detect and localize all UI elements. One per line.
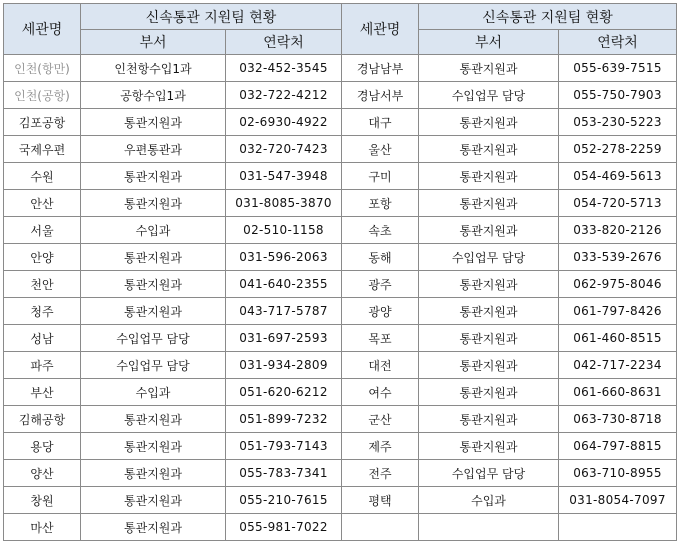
office-cell: 구미 — [342, 163, 419, 190]
dept-cell: 우편통관과 — [81, 136, 226, 163]
office-cell: 안양 — [4, 244, 81, 271]
contact-cell: 031-697-2593 — [226, 325, 342, 352]
contact-cell: 063-730-8718 — [559, 406, 677, 433]
dept-cell: 통관지원과 — [81, 298, 226, 325]
table-row — [4, 433, 677, 460]
office-cell: 성남 — [4, 325, 81, 352]
dept-cell: 통관지원과 — [419, 352, 559, 379]
table-row — [4, 190, 677, 217]
contact-cell: 02-510-1158 — [226, 217, 342, 244]
table-row — [4, 109, 677, 136]
dept-cell: 수입업무 담당 — [419, 244, 559, 271]
dept-cell: 수입과 — [81, 217, 226, 244]
contact-cell: 032-722-4212 — [226, 82, 342, 109]
header-dept-left: 부서 — [81, 30, 226, 55]
office-cell: 전주 — [342, 460, 419, 487]
contact-cell: 055-783-7341 — [226, 460, 342, 487]
contact-cell: 055-210-7615 — [226, 487, 342, 514]
contact-cell: 033-820-2126 — [559, 217, 677, 244]
contact-cell: 043-717-5787 — [226, 298, 342, 325]
office-cell: 파주 — [4, 352, 81, 379]
dept-cell: 통관지원과 — [81, 460, 226, 487]
table-row — [4, 136, 677, 163]
dept-cell: 통관지원과 — [419, 298, 559, 325]
office-cell: 포항 — [342, 190, 419, 217]
office-cell: 광양 — [342, 298, 419, 325]
office-cell: 창원 — [4, 487, 81, 514]
table-row — [4, 217, 677, 244]
table-body — [4, 55, 677, 541]
dept-cell: 통관지원과 — [419, 109, 559, 136]
contact-cell: 031-8085-3870 — [226, 190, 342, 217]
table-row — [4, 487, 677, 514]
office-cell: 마산 — [4, 514, 81, 541]
table-row — [4, 82, 677, 109]
dept-cell: 통관지원과 — [81, 271, 226, 298]
office-cell: 김포공항 — [4, 109, 81, 136]
dept-cell — [419, 514, 559, 541]
header-contact-left: 연락처 — [226, 30, 342, 55]
office-cell: 청주 — [4, 298, 81, 325]
table-row — [4, 379, 677, 406]
dept-cell: 통관지원과 — [81, 514, 226, 541]
office-cell: 제주 — [342, 433, 419, 460]
office-cell: 경남서부 — [342, 82, 419, 109]
contact-cell: 055-750-7903 — [559, 82, 677, 109]
office-cell: 서울 — [4, 217, 81, 244]
dept-cell: 통관지원과 — [419, 217, 559, 244]
office-cell: 동해 — [342, 244, 419, 271]
contact-cell: 031-934-2809 — [226, 352, 342, 379]
office-cell: 용당 — [4, 433, 81, 460]
contact-cell: 051-899-7232 — [226, 406, 342, 433]
dept-cell: 통관지원과 — [81, 190, 226, 217]
office-cell: 군산 — [342, 406, 419, 433]
table-row — [4, 271, 677, 298]
contact-cell: 031-596-2063 — [226, 244, 342, 271]
header-team-right: 신속통관 지원팀 현황 — [419, 4, 677, 30]
table-row — [4, 325, 677, 352]
office-cell — [342, 514, 419, 541]
dept-cell: 통관지원과 — [419, 136, 559, 163]
office-cell: 김해공항 — [4, 406, 81, 433]
contact-cell: 061-460-8515 — [559, 325, 677, 352]
contact-cell: 032-452-3545 — [226, 55, 342, 82]
office-cell: 안산 — [4, 190, 81, 217]
office-cell: 대구 — [342, 109, 419, 136]
table-row — [4, 163, 677, 190]
office-cell: 천안 — [4, 271, 81, 298]
office-cell: 양산 — [4, 460, 81, 487]
contact-cell: 02-6930-4922 — [226, 109, 342, 136]
dept-cell: 통관지원과 — [419, 406, 559, 433]
dept-cell: 통관지원과 — [419, 271, 559, 298]
office-cell: 인천(항만) — [4, 55, 81, 82]
contact-cell: 055-981-7022 — [226, 514, 342, 541]
dept-cell: 수입업무 담당 — [81, 325, 226, 352]
header-office-right: 세관명 — [342, 4, 419, 55]
dept-cell: 통관지원과 — [81, 109, 226, 136]
office-cell: 여수 — [342, 379, 419, 406]
contact-cell: 064-797-8815 — [559, 433, 677, 460]
contact-cell: 041-640-2355 — [226, 271, 342, 298]
dept-cell: 수입과 — [419, 487, 559, 514]
dept-cell: 통관지원과 — [419, 163, 559, 190]
header-team-left: 신속통관 지원팀 현황 — [81, 4, 342, 30]
table-row — [4, 55, 677, 82]
contact-cell: 052-278-2259 — [559, 136, 677, 163]
table-row — [4, 406, 677, 433]
dept-cell: 통관지원과 — [81, 487, 226, 514]
contact-cell: 031-547-3948 — [226, 163, 342, 190]
header-contact-right: 연락처 — [559, 30, 677, 55]
dept-cell: 통관지원과 — [419, 325, 559, 352]
table-row — [4, 298, 677, 325]
table-row — [4, 514, 677, 541]
dept-cell: 통관지원과 — [419, 379, 559, 406]
contact-cell: 054-720-5713 — [559, 190, 677, 217]
office-cell: 인천(공항) — [4, 82, 81, 109]
office-cell: 대전 — [342, 352, 419, 379]
dept-cell: 수입업무 담당 — [419, 460, 559, 487]
dept-cell: 통관지원과 — [419, 55, 559, 82]
dept-cell: 인천항수입1과 — [81, 55, 226, 82]
contact-cell: 063-710-8955 — [559, 460, 677, 487]
office-cell: 울산 — [342, 136, 419, 163]
contact-cell: 061-660-8631 — [559, 379, 677, 406]
dept-cell: 수입업무 담당 — [419, 82, 559, 109]
contact-cell: 051-793-7143 — [226, 433, 342, 460]
contact-cell: 054-469-5613 — [559, 163, 677, 190]
dept-cell: 통관지원과 — [81, 406, 226, 433]
dept-cell: 수입업무 담당 — [81, 352, 226, 379]
contact-cell: 062-975-8046 — [559, 271, 677, 298]
dept-cell: 통관지원과 — [81, 244, 226, 271]
contact-cell: 032-720-7423 — [226, 136, 342, 163]
customs-support-table — [3, 3, 677, 541]
office-cell: 평택 — [342, 487, 419, 514]
header-dept-right: 부서 — [419, 30, 559, 55]
contact-cell: 051-620-6212 — [226, 379, 342, 406]
office-cell: 부산 — [4, 379, 81, 406]
header-office-left: 세관명 — [4, 4, 81, 55]
table-row — [4, 352, 677, 379]
dept-cell: 공항수입1과 — [81, 82, 226, 109]
contact-cell: 055-639-7515 — [559, 55, 677, 82]
contact-cell: 061-797-8426 — [559, 298, 677, 325]
dept-cell: 통관지원과 — [419, 433, 559, 460]
office-cell: 광주 — [342, 271, 419, 298]
contact-cell: 042-717-2234 — [559, 352, 677, 379]
dept-cell: 수입과 — [81, 379, 226, 406]
office-cell: 목포 — [342, 325, 419, 352]
office-cell: 수원 — [4, 163, 81, 190]
table-row — [4, 460, 677, 487]
dept-cell: 통관지원과 — [81, 163, 226, 190]
office-cell: 국제우편 — [4, 136, 81, 163]
contact-cell: 053-230-5223 — [559, 109, 677, 136]
contact-cell: 033-539-2676 — [559, 244, 677, 271]
contact-cell: 031-8054-7097 — [559, 487, 677, 514]
dept-cell: 통관지원과 — [419, 190, 559, 217]
dept-cell: 통관지원과 — [81, 433, 226, 460]
office-cell: 경남남부 — [342, 55, 419, 82]
contact-cell — [559, 514, 677, 541]
table-row — [4, 244, 677, 271]
office-cell: 속초 — [342, 217, 419, 244]
